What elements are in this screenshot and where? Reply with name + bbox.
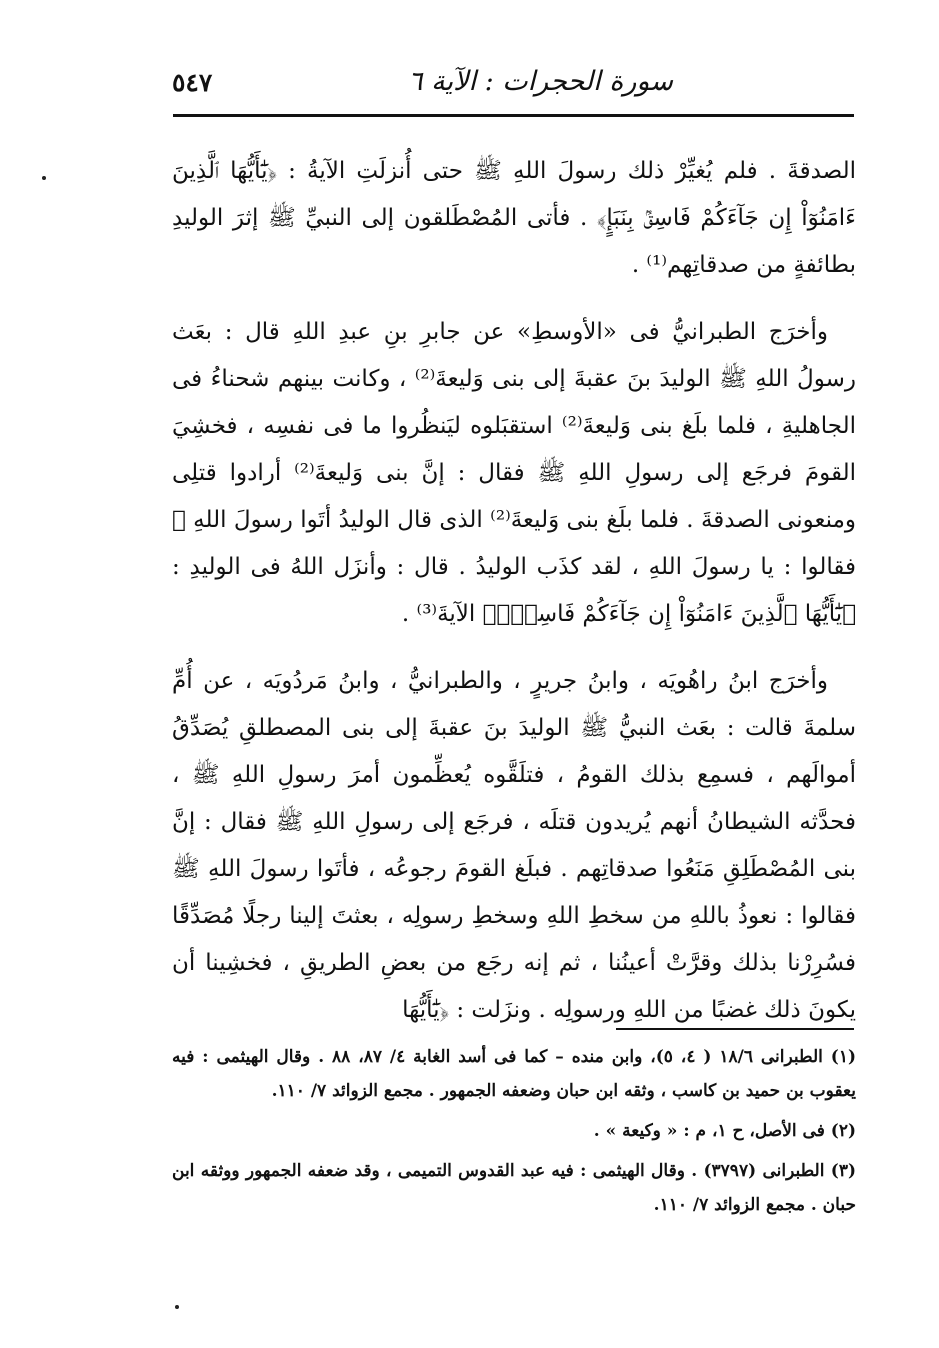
- main-text: [172, 148, 856, 1034]
- footnote-3: (٣) الطبرانى (٣٧٩٧) . وقال الهيثمى : فيه عبد القدوس التميمى ، وقد ضعفه الجمهور ووثقه ابن حبان . مجمع الزوائد ٧/ ١١٠.: [172, 1161, 856, 1215]
- footnote-1: (١) الطبرانى ١٨/٦ ( ٤، ٥)، وابن منده – كما فى أسد الغابة ٤/ ٨٧، ٨٨ . وقال الهيثمى : فيه يعقوب بن حميد بن كاسب ، وثقه ابن حبان وضعفه الجمهور . مجمع الزوائد ٧/ ١١٠.: [172, 1047, 857, 1101]
- paragraph-2: [172, 309, 856, 638]
- footnote-2: (٢) فى الأصل، ح ١، م : « وكيعة » .: [593, 1121, 856, 1141]
- page-number: ٥٤٧: [172, 68, 213, 97]
- footnotes: [172, 1040, 856, 1228]
- header-rule: [173, 114, 854, 117]
- footnote-separator: [616, 1028, 854, 1030]
- paragraph-3: [172, 658, 856, 1034]
- paragraph-2-text: وأخرَج الطبرانيُّ فى «الأوسطِ» عن جابرِ بنِ عبدِ اللهِ قال : بعَث رسولُ اللهِ ﷺ الوليدَ بنَ عقبةَ إلى بنى وَليعةَ⁽²⁾ ، وكانت بينهم شحناءُ فى الجاهليةِ ، فلما بلَغ بنى وَليعةَ⁽²⁾ استقبَلوه ليَنظُروا ما فى نفسِه ، فخشِيَ القومَ فرجَع إلى رسولِ اللهِ ﷺ فقال : إنَّ بنى وَليعةَ⁽²⁾ أرادوا قتلِى ومنعونى الصدقةَ . فلما بلَغ بنى وَليعةَ⁽²⁾ الذى قال الوليدُ أتَوا رسولَ اللهِ ﷺ فقالوا : يا رسولَ اللهِ ، لقد كذَب الوليدُ . قال : وأنزَل اللهُ فى الوليدِ : ﴿يَٰٓأَيُّهَا ٱلَّذِينَ ءَامَنُوٓاْ إِن جَآءَكُمْ فَاسِقُۢ﴾ الآيةَ⁽³⁾ .: [172, 319, 857, 627]
- scan-speck: [175, 1305, 179, 1309]
- page-header: [172, 62, 854, 106]
- running-title: سورة الحجرات : الآية ٦: [408, 66, 673, 97]
- scan-speck: [42, 176, 46, 180]
- paragraph-1: الصدقةَ . فلم يُغيِّرْ ذلك رسولَ اللهِ ﷺ حتى أُنزلَتِ الآيةُ : ﴿يَٰٓأَيُّهَا ٱلَّذِينَ ءَامَنُوٓاْ إِن جَآءَكُمْ فَاسِقُۢ بِنَبَإٍ﴾ . فأتى المُصْطَلقون إلى النبيِّ ﷺ إثرَ الوليدِ بطائفةٍ من صدقاتِهم⁽¹⁾ .: [172, 158, 856, 278]
- paragraph-3-text: وأخرَج ابنُ راهُويَه ، وابنُ جريرٍ ، والطبرانيُّ ، وابنُ مَردُويَه ، عن أُمِّ سلمةَ قالت : بعَث النبيُّ ﷺ الوليدَ بنَ عقبةَ إلى بنى المصطلقِ يُصَدِّقُ أموالَهم ، فسمِع بذلك القومُ ، فتلَقَّوه يُعظِّمون أمرَ رسولِ اللهِ ﷺ ، فحدَّثه الشيطانُ أنهم يُريدون قتلَه ، فرجَع إلى رسولِ اللهِ ﷺ فقال : إنَّ بنى المُصْطَلِقِ مَنَعُوا صدقاتِهم . فبلَغ القومَ رجوعُه ، فأتَوا رسولَ اللهِ ﷺ فقالوا : نعوذُ باللهِ من سخطِ اللهِ وسخطِ رسولِه ، بعثتَ إلينا رجلًا مُصَدِّقًا فسُرِرْنا بذلك وقرَّتْ أعينُنا ، ثم إنه رجَع من بعضِ الطريقِ ، فخشِينا أن يكونَ ذلك غضبًا من اللهِ ورسولِه . ونزَلت : ﴿يَٰٓأَيُّهَا: [172, 668, 856, 1023]
